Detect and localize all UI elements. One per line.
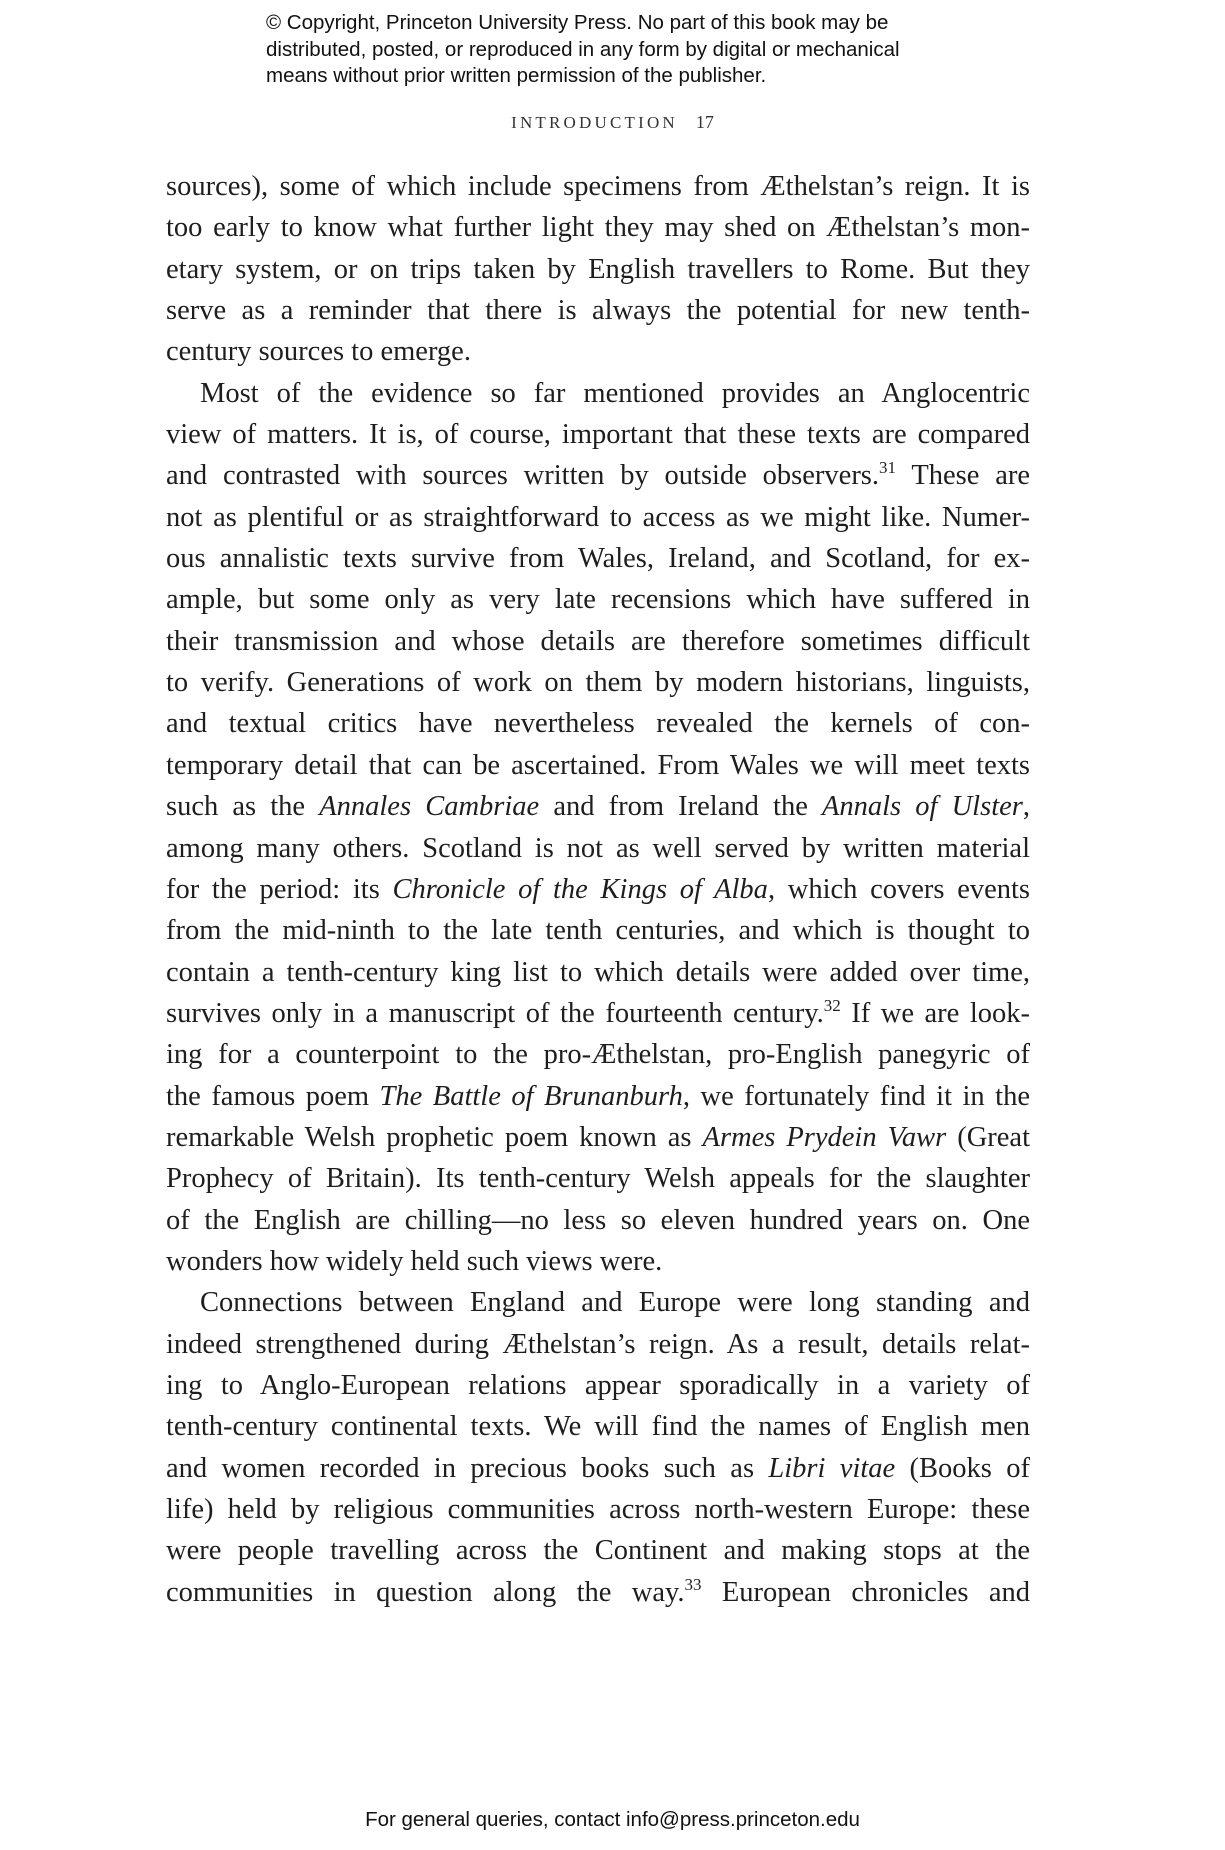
paragraph-first-line [166, 1282, 1030, 1323]
text-segment: and textual critics have nevertheless revealed the kernels of con- [166, 708, 1030, 740]
text-line [166, 952, 1030, 993]
text-segment: , [1022, 791, 1030, 823]
text-segment: sources), some of which include specimens from Æthelstan’s reign. It is [166, 171, 1030, 202]
text-line [166, 1324, 1030, 1365]
text-segment: ous annalistic texts survive from Wales, Ireland, and Scotland, for ex- [166, 543, 1030, 575]
text-segment: Prophecy of Britain). Its tenth-century Welsh appeals for the slaughter [166, 1163, 1030, 1195]
text-line [166, 828, 1030, 869]
text-segment: etary system, or on trips taken by English travellers to Rome. But they [166, 253, 1030, 285]
section-title: INTRODUCTION [511, 113, 678, 132]
text-segment: (Books of [895, 1452, 1030, 1484]
text-segment: tenth-century continental texts. We will find the names of English men [166, 1411, 1030, 1443]
italic-title: Chronicle of the Kings of Alba [392, 873, 768, 905]
body-text [166, 166, 1030, 1613]
text-line [166, 1158, 1030, 1199]
text-line [166, 290, 1030, 331]
text-line [166, 207, 1030, 248]
text-segment: life) held by religious communities across north-western Europe: these [166, 1494, 1030, 1525]
text-segment: serve as a reminder that there is always the potential for new tenth- [166, 295, 1030, 327]
text-segment: contain a tenth-century king list to which details were added over time, [166, 956, 1030, 988]
footnote-reference[interactable]: 33 [684, 1574, 702, 1594]
footnote-reference[interactable]: 31 [879, 458, 897, 478]
italic-title: Armes Prydein Vawr [702, 1121, 947, 1153]
text-segment: among many others. Scotland is not as well served by written material [166, 832, 1030, 864]
text-line [166, 745, 1030, 786]
paragraph-first-line [166, 373, 1030, 414]
text-segment: survives only in a manuscript of the fourteenth century. [166, 997, 824, 1029]
text-segment: , which covers events [767, 873, 1030, 905]
text-line [166, 1530, 1030, 1571]
text-segment: ample, but some only as very late recensions which have suffered in [166, 584, 1030, 616]
text-segment: ing to Anglo-European relations appear sporadically in a variety of [166, 1369, 1030, 1401]
text-segment: of the English are chilling—no less so eleven hundred years on. One [166, 1204, 1030, 1236]
text-line [166, 910, 1030, 951]
text-segment: If we are look- [840, 997, 1030, 1029]
text-segment: the famous poem [166, 1080, 380, 1112]
text-line [166, 1241, 1030, 1282]
text-segment: Connections between England and Europe were long standing and [200, 1287, 1030, 1319]
copyright-line: © Copyright, Princeton University Press. No part of this book may be [266, 11, 889, 34]
text-line [166, 249, 1030, 290]
text-segment: century sources to emerge. [166, 336, 471, 368]
text-segment: for the period: its [166, 873, 393, 905]
text-line [166, 993, 1030, 1034]
text-segment: wonders how widely held such views were. [166, 1245, 663, 1277]
text-line [166, 1076, 1030, 1117]
text-line [166, 331, 1030, 372]
text-segment: to verify. Generations of work on them by modern historians, linguists, [166, 667, 1030, 699]
text-line [166, 1448, 1030, 1489]
text-segment: were people travelling across the Continent and making stops at the [166, 1535, 1030, 1567]
text-segment: , we fortunately find it in the [682, 1080, 1030, 1112]
text-segment: view of matters. It is, of course, important that these texts are compared [166, 419, 1030, 451]
text-line [166, 1365, 1030, 1406]
copyright-line: means without prior written permission of the publisher. [266, 64, 767, 87]
text-line [166, 166, 1030, 207]
text-line [166, 538, 1030, 579]
text-segment: and contrasted with sources written by outside observers. [166, 460, 880, 492]
text-line [166, 414, 1030, 455]
text-segment: (Great [946, 1121, 1030, 1153]
text-segment: communities in question along the way. [166, 1576, 685, 1608]
text-segment: too early to know what further light they may shed on Æthelstan’s mon- [166, 212, 1030, 244]
text-segment: These are [896, 460, 1030, 492]
text-line [166, 1406, 1030, 1447]
text-line [166, 579, 1030, 620]
text-line [166, 455, 1030, 496]
page-number: 17 [695, 112, 714, 132]
footnote-reference[interactable]: 32 [823, 995, 841, 1015]
text-line [166, 703, 1030, 744]
text-line [166, 662, 1030, 703]
text-segment: such as the [166, 791, 320, 823]
italic-title: Libri vitae [768, 1452, 896, 1484]
text-segment: from the mid-ninth to the late tenth centuries, and which is thought to [166, 915, 1030, 947]
italic-title: Annales Cambriae [319, 791, 540, 823]
footer-contact: For general queries, contact info@press.princeton.edu [365, 1808, 860, 1831]
text-line [166, 786, 1030, 827]
italic-title: The Battle of Brunanburh [379, 1080, 683, 1112]
text-segment: remarkable Welsh prophetic poem known as [166, 1121, 703, 1153]
text-segment: ing for a counterpoint to the pro-Æthelstan, pro-English panegyric of [166, 1039, 1030, 1071]
italic-title: Annals of Ulster [821, 791, 1023, 823]
text-line [166, 497, 1030, 538]
text-segment: their transmission and whose details are therefore sometimes difficult [166, 625, 1030, 657]
text-segment: European chronicles and [701, 1576, 1030, 1608]
text-segment: not as plentiful or as straightforward to access as we might like. Numer- [166, 501, 1030, 533]
text-segment: temporary detail that can be ascertained. From Wales we will meet texts [166, 749, 1030, 781]
text-segment: and women recorded in precious books such as [166, 1452, 769, 1484]
text-line [166, 869, 1030, 910]
text-line [166, 1200, 1030, 1241]
text-line [166, 1489, 1030, 1530]
text-line [166, 1117, 1030, 1158]
text-line [166, 1034, 1030, 1075]
copyright-notice [266, 10, 1026, 90]
text-segment: indeed strengthened during Æthelstan’s reign. As a result, details relat- [166, 1328, 1030, 1360]
text-line [166, 621, 1030, 662]
text-line [166, 1572, 1030, 1613]
text-segment: and from Ireland the [539, 791, 822, 823]
running-head [0, 112, 1225, 133]
text-segment: Most of the evidence so far mentioned provides an Anglocentric [200, 377, 1030, 409]
copyright-line: distributed, posted, or reproduced in any form by digital or mechanical [266, 37, 900, 61]
